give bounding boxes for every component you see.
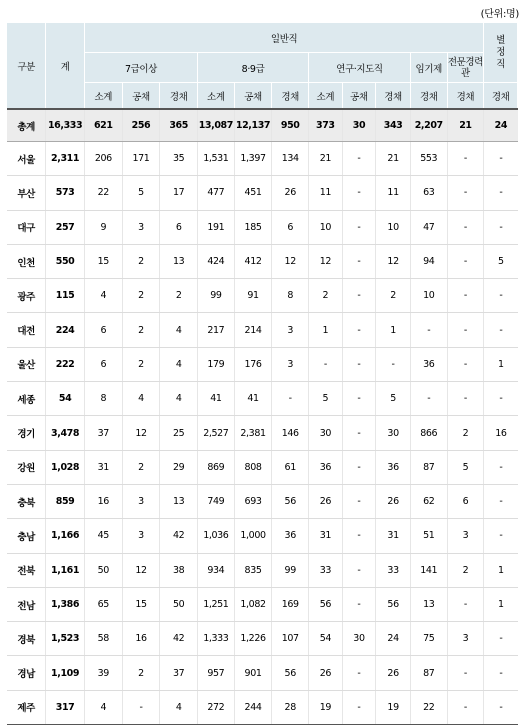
cell-r-sub: 10: [309, 210, 343, 244]
cell-g89-sub: 749: [198, 484, 235, 518]
cell-r-career: 26: [376, 656, 411, 690]
cell-g7-sub: 39: [84, 656, 122, 690]
cell-g7-sub: 6: [84, 313, 122, 347]
cell-g89-open: 1,397: [234, 142, 272, 176]
cell-expert: 2: [447, 416, 484, 450]
cell-r-career: 21: [376, 142, 411, 176]
subheader-research-open: 공채: [342, 83, 376, 110]
cell-r-sub: -: [309, 347, 343, 381]
subheader-research-subtotal: 소계: [309, 83, 343, 110]
table-row: [7, 450, 518, 484]
cell-g7-sub: 15: [84, 244, 122, 278]
cell-r-sub: 26: [309, 484, 343, 518]
cell-r-open: 30: [342, 109, 376, 142]
cell-g89-sub: 1,251: [198, 587, 235, 621]
cell-g7-career: 42: [160, 622, 198, 656]
table-body: [7, 109, 518, 725]
cell-g89-career: 12: [272, 244, 309, 278]
cell-temp: 94: [410, 244, 447, 278]
cell-g89-career: 28: [272, 690, 309, 724]
cell-g89-career: 61: [272, 450, 309, 484]
cell-r-career: 12: [376, 244, 411, 278]
cell-special: -: [484, 622, 518, 656]
cell-r-open: -: [342, 142, 376, 176]
cell-g7-open: 2: [122, 313, 160, 347]
cell-expert: 3: [447, 622, 484, 656]
table-row: [7, 656, 518, 690]
cell-r-open: -: [342, 553, 376, 587]
cell-g89-sub: 272: [198, 690, 235, 724]
cell-g89-career: 146: [272, 416, 309, 450]
cell-g89-sub: 2,527: [198, 416, 235, 450]
cell-r-sub: 33: [309, 553, 343, 587]
cell-g7-career: 17: [160, 176, 198, 210]
cell-g89-open: 2,381: [234, 416, 272, 450]
cell-g89-career: 56: [272, 656, 309, 690]
cell-total: 3,478: [46, 416, 85, 450]
cell-special: -: [484, 210, 518, 244]
cell-region: 충남: [7, 519, 46, 553]
cell-temp: 87: [410, 450, 447, 484]
cell-g89-career: 107: [272, 622, 309, 656]
cell-r-open: 30: [342, 622, 376, 656]
cell-r-career: 11: [376, 176, 411, 210]
cell-region: 강원: [7, 450, 46, 484]
header-grade7: 7급이상: [84, 53, 197, 83]
cell-temp: 47: [410, 210, 447, 244]
cell-g89-career: 169: [272, 587, 309, 621]
cell-g7-career: 365: [160, 109, 198, 142]
cell-total: 1,523: [46, 622, 85, 656]
cell-g89-sub: 957: [198, 656, 235, 690]
cell-r-sub: 36: [309, 450, 343, 484]
cell-expert: 3: [447, 519, 484, 553]
cell-total: 1,386: [46, 587, 85, 621]
cell-g7-career: 4: [160, 347, 198, 381]
cell-region: 총계: [7, 109, 46, 142]
cell-total: 2,311: [46, 142, 85, 176]
cell-special: -: [484, 279, 518, 313]
cell-g7-career: 4: [160, 313, 198, 347]
cell-expert: -: [447, 382, 484, 416]
cell-expert: 5: [447, 450, 484, 484]
cell-temp: 87: [410, 656, 447, 690]
table-row: [7, 553, 518, 587]
cell-g89-sub: 99: [198, 279, 235, 313]
cell-g7-career: 4: [160, 382, 198, 416]
cell-r-career: 26: [376, 484, 411, 518]
cell-special: -: [484, 519, 518, 553]
cell-g7-sub: 58: [84, 622, 122, 656]
cell-special: 24: [484, 109, 518, 142]
subheader-g89-open: 공채: [234, 83, 272, 110]
cell-r-career: 19: [376, 690, 411, 724]
table-header: [7, 23, 518, 110]
subheader-temp-career: 경채: [410, 83, 447, 110]
cell-r-sub: 5: [309, 382, 343, 416]
cell-g7-career: 37: [160, 656, 198, 690]
cell-r-sub: 30: [309, 416, 343, 450]
cell-temp: 36: [410, 347, 447, 381]
cell-special: 5: [484, 244, 518, 278]
header-total: 계: [46, 23, 85, 110]
cell-g7-open: 2: [122, 279, 160, 313]
cell-r-open: -: [342, 690, 376, 724]
cell-region: 경기: [7, 416, 46, 450]
cell-r-open: -: [342, 587, 376, 621]
cell-expert: -: [447, 176, 484, 210]
cell-g89-open: 901: [234, 656, 272, 690]
cell-g89-sub: 477: [198, 176, 235, 210]
cell-expert: -: [447, 690, 484, 724]
cell-g7-career: 4: [160, 690, 198, 724]
cell-r-sub: 56: [309, 587, 343, 621]
cell-total: 222: [46, 347, 85, 381]
cell-temp: 13: [410, 587, 447, 621]
table-row: [7, 142, 518, 176]
cell-r-sub: 21: [309, 142, 343, 176]
cell-g89-open: 451: [234, 176, 272, 210]
cell-g89-open: 91: [234, 279, 272, 313]
cell-g7-sub: 6: [84, 347, 122, 381]
cell-r-open: -: [342, 382, 376, 416]
cell-g7-career: 42: [160, 519, 198, 553]
table-row: [7, 587, 518, 621]
cell-r-sub: 11: [309, 176, 343, 210]
subheader-g7-open: 공채: [122, 83, 160, 110]
cell-expert: -: [447, 142, 484, 176]
table-row: [7, 416, 518, 450]
cell-r-career: 10: [376, 210, 411, 244]
cell-g89-open: 412: [234, 244, 272, 278]
cell-region: 울산: [7, 347, 46, 381]
cell-temp: 2,207: [410, 109, 447, 142]
cell-r-open: -: [342, 656, 376, 690]
subheader-g89-career: 경채: [272, 83, 309, 110]
cell-total: 115: [46, 279, 85, 313]
cell-expert: -: [447, 244, 484, 278]
cell-g7-career: 29: [160, 450, 198, 484]
cell-g89-career: -: [272, 382, 309, 416]
cell-g7-career: 13: [160, 484, 198, 518]
cell-g7-career: 2: [160, 279, 198, 313]
table-row: [7, 622, 518, 656]
cell-r-career: -: [376, 347, 411, 381]
cell-expert: -: [447, 210, 484, 244]
cell-special: 1: [484, 587, 518, 621]
table-row: [7, 382, 518, 416]
cell-r-open: -: [342, 313, 376, 347]
cell-special: -: [484, 450, 518, 484]
cell-region: 제주: [7, 690, 46, 724]
cell-r-open: -: [342, 176, 376, 210]
cell-g89-sub: 41: [198, 382, 235, 416]
cell-region: 대전: [7, 313, 46, 347]
cell-total: 859: [46, 484, 85, 518]
cell-region: 세종: [7, 382, 46, 416]
cell-g7-sub: 206: [84, 142, 122, 176]
cell-g89-career: 950: [272, 109, 309, 142]
cell-temp: 141: [410, 553, 447, 587]
cell-r-career: 30: [376, 416, 411, 450]
cell-g7-open: 2: [122, 450, 160, 484]
cell-g7-open: 15: [122, 587, 160, 621]
table-row: [7, 519, 518, 553]
cell-g7-sub: 65: [84, 587, 122, 621]
cell-r-career: 24: [376, 622, 411, 656]
cell-g7-sub: 621: [84, 109, 122, 142]
cell-g89-open: 185: [234, 210, 272, 244]
cell-temp: -: [410, 313, 447, 347]
cell-g7-open: 12: [122, 553, 160, 587]
subheader-g7-subtotal: 소계: [84, 83, 122, 110]
cell-region: 전남: [7, 587, 46, 621]
cell-special: 1: [484, 553, 518, 587]
cell-g89-sub: 179: [198, 347, 235, 381]
header-general: 일반직: [84, 23, 483, 53]
unit-label: (단위:명): [480, 9, 519, 20]
cell-g89-sub: 191: [198, 210, 235, 244]
cell-g7-sub: 45: [84, 519, 122, 553]
cell-g89-open: 693: [234, 484, 272, 518]
cell-r-sub: 54: [309, 622, 343, 656]
header-grade89: 8·9급: [198, 53, 309, 83]
cell-g7-career: 25: [160, 416, 198, 450]
cell-g7-sub: 31: [84, 450, 122, 484]
cell-special: 1: [484, 347, 518, 381]
cell-temp: 22: [410, 690, 447, 724]
cell-r-career: 56: [376, 587, 411, 621]
header-temp: 임기제: [410, 53, 447, 83]
cell-g89-open: 808: [234, 450, 272, 484]
cell-total: 317: [46, 690, 85, 724]
cell-total: 54: [46, 382, 85, 416]
table-row: [7, 279, 518, 313]
subheader-special-career: 경채: [484, 83, 518, 110]
cell-g89-open: 1,226: [234, 622, 272, 656]
cell-r-open: -: [342, 519, 376, 553]
cell-g89-sub: 934: [198, 553, 235, 587]
cell-temp: -: [410, 382, 447, 416]
cell-temp: 51: [410, 519, 447, 553]
cell-expert: -: [447, 347, 484, 381]
cell-temp: 75: [410, 622, 447, 656]
cell-g7-open: 2: [122, 244, 160, 278]
cell-special: -: [484, 656, 518, 690]
cell-total: 224: [46, 313, 85, 347]
cell-g89-career: 6: [272, 210, 309, 244]
cell-expert: 6: [447, 484, 484, 518]
cell-r-career: 1: [376, 313, 411, 347]
cell-g89-open: 214: [234, 313, 272, 347]
cell-region: 전북: [7, 553, 46, 587]
cell-r-sub: 26: [309, 656, 343, 690]
cell-g89-career: 3: [272, 313, 309, 347]
subheader-g7-career: 경채: [160, 83, 198, 110]
cell-g7-open: 256: [122, 109, 160, 142]
cell-g7-sub: 9: [84, 210, 122, 244]
cell-expert: -: [447, 656, 484, 690]
cell-r-career: 2: [376, 279, 411, 313]
cell-g7-open: 2: [122, 347, 160, 381]
cell-total: 257: [46, 210, 85, 244]
cell-r-sub: 31: [309, 519, 343, 553]
cell-g89-open: 1,000: [234, 519, 272, 553]
cell-g89-career: 26: [272, 176, 309, 210]
cell-g7-open: 16: [122, 622, 160, 656]
header-research: 연구·지도직: [309, 53, 411, 83]
cell-total: 573: [46, 176, 85, 210]
cell-region: 충북: [7, 484, 46, 518]
header-expert: 전문경력관: [447, 53, 484, 83]
cell-special: -: [484, 690, 518, 724]
cell-g89-career: 3: [272, 347, 309, 381]
cell-r-open: -: [342, 347, 376, 381]
cell-region: 광주: [7, 279, 46, 313]
cell-r-open: -: [342, 210, 376, 244]
cell-g89-sub: 1,036: [198, 519, 235, 553]
cell-region: 인천: [7, 244, 46, 278]
cell-special: -: [484, 484, 518, 518]
cell-r-sub: 373: [309, 109, 343, 142]
cell-g89-open: 176: [234, 347, 272, 381]
table-row: [7, 176, 518, 210]
table-row: [7, 690, 518, 724]
staff-table: [7, 22, 518, 725]
cell-r-career: 5: [376, 382, 411, 416]
cell-g7-sub: 50: [84, 553, 122, 587]
cell-special: -: [484, 313, 518, 347]
cell-g7-career: 38: [160, 553, 198, 587]
table-row: [7, 484, 518, 518]
cell-g89-sub: 13,087: [198, 109, 235, 142]
subheader-research-career: 경채: [376, 83, 411, 110]
cell-g89-career: 36: [272, 519, 309, 553]
cell-region: 대구: [7, 210, 46, 244]
cell-r-open: -: [342, 279, 376, 313]
cell-r-open: -: [342, 244, 376, 278]
cell-g7-sub: 37: [84, 416, 122, 450]
cell-temp: 62: [410, 484, 447, 518]
cell-region: 서울: [7, 142, 46, 176]
cell-g7-sub: 8: [84, 382, 122, 416]
subheader-expert-career: 경채: [447, 83, 484, 110]
cell-g89-open: 244: [234, 690, 272, 724]
cell-g7-career: 13: [160, 244, 198, 278]
cell-r-open: -: [342, 450, 376, 484]
cell-region: 경남: [7, 656, 46, 690]
table-row: [7, 313, 518, 347]
cell-r-sub: 1: [309, 313, 343, 347]
cell-expert: 2: [447, 553, 484, 587]
cell-r-career: 343: [376, 109, 411, 142]
cell-g89-sub: 1,531: [198, 142, 235, 176]
cell-g7-open: -: [122, 690, 160, 724]
cell-r-sub: 12: [309, 244, 343, 278]
cell-region: 부산: [7, 176, 46, 210]
cell-total: 1,161: [46, 553, 85, 587]
cell-r-sub: 2: [309, 279, 343, 313]
cell-g7-open: 5: [122, 176, 160, 210]
cell-temp: 866: [410, 416, 447, 450]
table-row: [7, 210, 518, 244]
cell-g89-sub: 217: [198, 313, 235, 347]
cell-g7-open: 4: [122, 382, 160, 416]
cell-g7-open: 3: [122, 484, 160, 518]
header-special: 별정직: [484, 23, 518, 83]
cell-g89-open: 12,137: [234, 109, 272, 142]
cell-expert: -: [447, 279, 484, 313]
cell-g7-open: 171: [122, 142, 160, 176]
cell-g7-open: 12: [122, 416, 160, 450]
cell-g89-sub: 1,333: [198, 622, 235, 656]
cell-special: -: [484, 176, 518, 210]
cell-g89-career: 56: [272, 484, 309, 518]
cell-temp: 553: [410, 142, 447, 176]
cell-expert: 21: [447, 109, 484, 142]
table-row: [7, 347, 518, 381]
cell-total: 1,028: [46, 450, 85, 484]
cell-r-career: 33: [376, 553, 411, 587]
cell-expert: -: [447, 587, 484, 621]
cell-g7-career: 35: [160, 142, 198, 176]
total-row: [7, 109, 518, 142]
cell-total: 550: [46, 244, 85, 278]
cell-total: 1,166: [46, 519, 85, 553]
cell-region: 경북: [7, 622, 46, 656]
cell-r-career: 31: [376, 519, 411, 553]
cell-g7-career: 50: [160, 587, 198, 621]
cell-g7-sub: 4: [84, 690, 122, 724]
cell-g7-open: 2: [122, 656, 160, 690]
cell-g89-sub: 869: [198, 450, 235, 484]
cell-g89-career: 99: [272, 553, 309, 587]
subheader-g89-subtotal: 소계: [198, 83, 235, 110]
cell-g89-open: 835: [234, 553, 272, 587]
cell-total: 16,333: [46, 109, 85, 142]
cell-g89-career: 8: [272, 279, 309, 313]
cell-g89-open: 1,082: [234, 587, 272, 621]
cell-g7-sub: 16: [84, 484, 122, 518]
cell-g7-sub: 4: [84, 279, 122, 313]
cell-g7-open: 3: [122, 210, 160, 244]
cell-expert: -: [447, 313, 484, 347]
cell-g7-sub: 22: [84, 176, 122, 210]
cell-g7-career: 6: [160, 210, 198, 244]
table-row: [7, 244, 518, 278]
cell-special: 16: [484, 416, 518, 450]
cell-g89-sub: 424: [198, 244, 235, 278]
cell-g89-career: 134: [272, 142, 309, 176]
cell-r-sub: 19: [309, 690, 343, 724]
cell-r-open: -: [342, 416, 376, 450]
cell-total: 1,109: [46, 656, 85, 690]
cell-special: -: [484, 142, 518, 176]
cell-temp: 63: [410, 176, 447, 210]
cell-special: -: [484, 382, 518, 416]
cell-g89-open: 41: [234, 382, 272, 416]
header-category: 구분: [7, 23, 46, 110]
cell-r-career: 36: [376, 450, 411, 484]
cell-g7-open: 3: [122, 519, 160, 553]
cell-temp: 10: [410, 279, 447, 313]
cell-r-open: -: [342, 484, 376, 518]
